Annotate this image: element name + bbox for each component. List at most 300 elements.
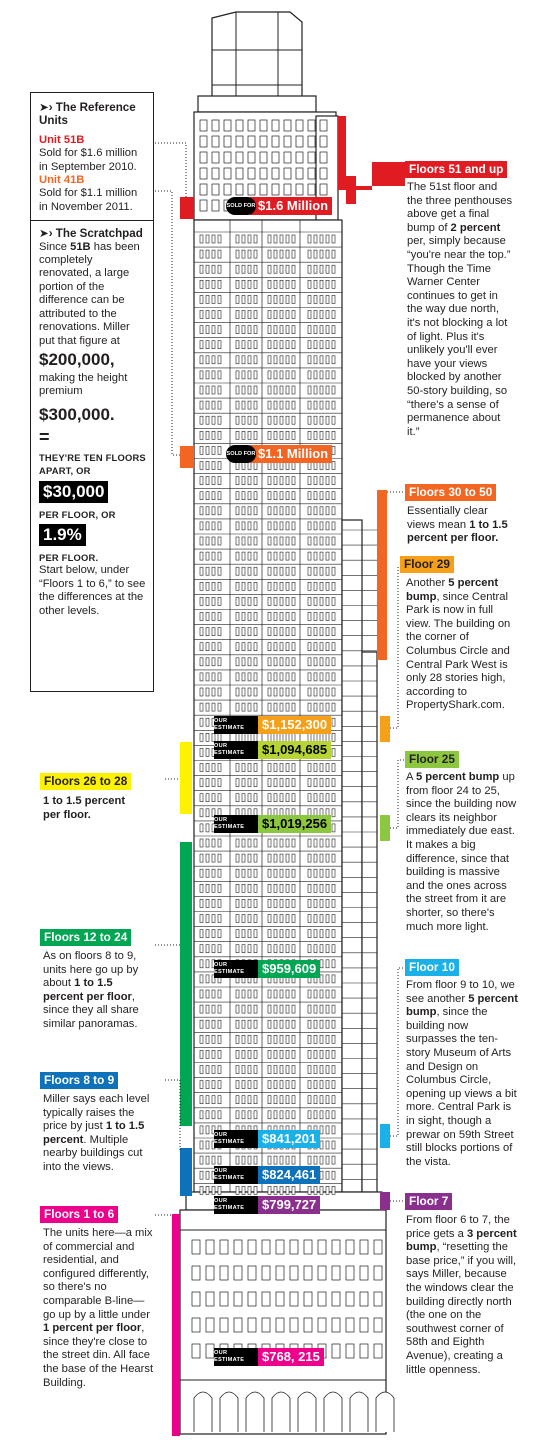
window (308, 884, 311, 892)
window (212, 265, 215, 273)
window (326, 990, 329, 998)
window (314, 341, 317, 349)
window (254, 341, 257, 349)
window (212, 492, 215, 500)
window (248, 597, 251, 605)
window (206, 416, 209, 424)
sold-tag-41b (226, 445, 332, 463)
window (206, 1156, 209, 1164)
window (200, 658, 203, 666)
window (206, 975, 209, 983)
window (274, 597, 277, 605)
window (314, 839, 317, 847)
penthouse-window (320, 168, 327, 179)
window (274, 371, 277, 379)
window (254, 386, 257, 394)
window (280, 492, 283, 500)
window (212, 326, 215, 334)
window (242, 477, 245, 485)
window (286, 1096, 289, 1104)
window (308, 326, 311, 334)
window (292, 779, 295, 787)
podium-window (276, 1266, 284, 1280)
window (218, 311, 221, 319)
window (268, 673, 271, 681)
podium-window (290, 1240, 298, 1254)
penthouse-window (260, 184, 267, 195)
window (332, 839, 335, 847)
window (326, 1096, 329, 1104)
window (206, 522, 209, 530)
window (236, 884, 239, 892)
window (200, 1066, 203, 1074)
window (292, 265, 295, 273)
window (326, 1081, 329, 1089)
window (326, 1020, 329, 1028)
podium-window (304, 1266, 312, 1280)
window (268, 945, 271, 953)
window (314, 356, 317, 364)
window (292, 1081, 295, 1089)
window (292, 1020, 295, 1028)
window (308, 1111, 311, 1119)
window (212, 250, 215, 258)
podium-window (346, 1240, 354, 1254)
window (320, 431, 323, 439)
window (274, 326, 277, 334)
window (286, 537, 289, 545)
window (332, 582, 335, 590)
window (242, 250, 245, 258)
penthouse-window (260, 168, 267, 179)
window (212, 311, 215, 319)
window (268, 1050, 271, 1058)
window (200, 643, 203, 651)
window (236, 1066, 239, 1074)
window (326, 1186, 329, 1194)
window (254, 356, 257, 364)
window (308, 537, 311, 545)
window (218, 1035, 221, 1043)
window (242, 431, 245, 439)
window (236, 1050, 239, 1058)
window (206, 1096, 209, 1104)
window (218, 658, 221, 666)
window (280, 869, 283, 877)
window (254, 250, 257, 258)
unit-41b-text: Sold for $1.1 million in November 2011. (39, 187, 138, 213)
window (242, 1005, 245, 1013)
podium-window (248, 1266, 256, 1280)
window (308, 764, 311, 772)
window (326, 597, 329, 605)
window (314, 507, 317, 515)
window (268, 628, 271, 636)
estimate-value-floor-7: $799,727 (258, 1196, 320, 1214)
window (280, 688, 283, 696)
window (206, 341, 209, 349)
podium-window (192, 1266, 200, 1280)
window (242, 507, 245, 515)
window (212, 1111, 215, 1119)
window (320, 235, 323, 243)
window (274, 235, 277, 243)
window (242, 265, 245, 273)
renovation-amount: $200,000, (39, 349, 115, 369)
window (200, 628, 203, 636)
window (268, 688, 271, 696)
window (274, 658, 277, 666)
window (292, 371, 295, 379)
window (254, 884, 257, 892)
window (314, 1096, 317, 1104)
window (268, 915, 271, 923)
window (254, 280, 257, 288)
window (274, 673, 277, 681)
window (274, 839, 277, 847)
window (236, 371, 239, 379)
window (268, 990, 271, 998)
window (218, 431, 221, 439)
window (268, 1186, 271, 1194)
window (292, 688, 295, 696)
window (274, 507, 277, 515)
window (254, 552, 257, 560)
window (254, 522, 257, 530)
window (280, 1081, 283, 1089)
window (200, 326, 203, 334)
floor-7-label: Floor 7 (405, 1193, 452, 1210)
floors-30-label: Floors 30 to 50 (405, 484, 496, 501)
window (332, 794, 335, 802)
penthouse-window (296, 120, 303, 131)
window (242, 537, 245, 545)
floors-8-text: Miller says each level typically raises the price by just 1 to 1.5 percent. Multiple nearby buildings cut into the views. (43, 1093, 150, 1173)
window (236, 779, 239, 787)
window (326, 688, 329, 696)
window (268, 386, 271, 394)
window (206, 386, 209, 394)
window (242, 597, 245, 605)
window (236, 794, 239, 802)
window (206, 1171, 209, 1179)
penthouse-railing (198, 96, 316, 112)
window (248, 628, 251, 636)
bar-floors-8 (180, 1148, 192, 1196)
window (206, 446, 209, 454)
window (332, 235, 335, 243)
window (200, 356, 203, 364)
window (236, 265, 239, 273)
window (286, 1066, 289, 1074)
window (332, 477, 335, 485)
window (268, 794, 271, 802)
window (314, 899, 317, 907)
window (254, 265, 257, 273)
window (320, 1186, 323, 1194)
window (280, 280, 283, 288)
floor-7-text: From floor 6 to 7, the price gets a 3 percent bump, “resetting the base price,” if you will, says Miller, because the windows clear the building directly north (the one on the southwest corner of 58th and Eighth Avenue), creating a little openness. (406, 1214, 517, 1376)
window (212, 386, 215, 394)
window (308, 899, 311, 907)
floors-12-label: Floors 12 to 24 (40, 929, 131, 946)
window (212, 446, 215, 454)
window (280, 507, 283, 515)
window (200, 748, 203, 756)
window (326, 371, 329, 379)
window (286, 295, 289, 303)
window (218, 794, 221, 802)
window (242, 869, 245, 877)
window (236, 1186, 239, 1194)
window (314, 688, 317, 696)
penthouse-window (248, 136, 255, 147)
window (286, 477, 289, 485)
window (200, 235, 203, 243)
estimate-value-floor-28: $1,094,685 (258, 741, 331, 759)
window (268, 1066, 271, 1074)
podium-window (220, 1318, 228, 1332)
window (292, 477, 295, 485)
floor-29-text: Another 5 percent bump, since Central Park is now in full view. The building on the corner of Columbus Circle and Central Park West is only 28 stories high, according to PropertyShark.com. (406, 577, 511, 712)
window (218, 552, 221, 560)
window (286, 1050, 289, 1058)
window (242, 386, 245, 394)
window (314, 1005, 317, 1013)
window (242, 1020, 245, 1028)
window (242, 1096, 245, 1104)
penthouse-window (248, 168, 255, 179)
window (218, 688, 221, 696)
window (332, 492, 335, 500)
window (314, 492, 317, 500)
window (326, 643, 329, 651)
window (332, 1066, 335, 1074)
window (332, 446, 335, 454)
window (332, 416, 335, 424)
window (280, 1005, 283, 1013)
window (326, 794, 329, 802)
window (200, 1156, 203, 1164)
window (212, 597, 215, 605)
window (314, 869, 317, 877)
window (332, 567, 335, 575)
window (242, 658, 245, 666)
window (242, 1035, 245, 1043)
window (236, 567, 239, 575)
window (248, 477, 251, 485)
window (286, 854, 289, 862)
ground-arch (272, 1392, 290, 1432)
podium-window (248, 1292, 256, 1306)
window (308, 341, 311, 349)
window (286, 658, 289, 666)
window (248, 1066, 251, 1074)
window (200, 371, 203, 379)
podium-window (318, 1292, 326, 1306)
window (320, 930, 323, 938)
window (236, 295, 239, 303)
window (280, 371, 283, 379)
window (274, 1035, 277, 1043)
window (286, 1186, 289, 1194)
penthouse-window (212, 136, 219, 147)
window (268, 492, 271, 500)
window (320, 673, 323, 681)
window (286, 311, 289, 319)
window (292, 507, 295, 515)
penthouse-window (272, 184, 279, 195)
podium-window (220, 1292, 228, 1306)
window (268, 522, 271, 530)
window (326, 869, 329, 877)
penthouse-window (308, 168, 315, 179)
window (326, 1035, 329, 1043)
window (274, 794, 277, 802)
window (248, 416, 251, 424)
window (200, 794, 203, 802)
window (286, 1081, 289, 1089)
estimate-tag-floor-8 (214, 1166, 320, 1184)
window (286, 431, 289, 439)
window (280, 1096, 283, 1104)
window (274, 764, 277, 772)
window (218, 1050, 221, 1058)
window (206, 643, 209, 651)
window (286, 280, 289, 288)
podium-window (374, 1266, 382, 1280)
window (308, 673, 311, 681)
penthouse-window (236, 168, 243, 179)
window (218, 628, 221, 636)
window (332, 280, 335, 288)
podium-window (262, 1266, 270, 1280)
window (212, 628, 215, 636)
window (248, 295, 251, 303)
side-setback (362, 652, 377, 1192)
window (308, 945, 311, 953)
window (274, 990, 277, 998)
window (242, 401, 245, 409)
window (218, 899, 221, 907)
window (326, 1171, 329, 1179)
window (314, 945, 317, 953)
bar-floors-26 (180, 742, 192, 814)
podium-window (318, 1240, 326, 1254)
window (218, 341, 221, 349)
window (206, 658, 209, 666)
window (326, 295, 329, 303)
window (268, 356, 271, 364)
window (292, 930, 295, 938)
window (218, 507, 221, 515)
window (254, 613, 257, 621)
penthouse-window (200, 152, 207, 163)
window (332, 945, 335, 953)
window (242, 235, 245, 243)
window (218, 537, 221, 545)
estimate-label: OUR ESTIMATE (214, 960, 258, 978)
window (200, 764, 203, 772)
sold-for-badge: SOLD FOR (226, 445, 256, 463)
window (332, 899, 335, 907)
window (254, 371, 257, 379)
window (320, 552, 323, 560)
window (274, 1066, 277, 1074)
window (308, 311, 311, 319)
podium-window (360, 1318, 368, 1332)
unit-51b-name: Unit 51B (39, 133, 85, 146)
per-floor-amount: $30,000 (39, 481, 108, 503)
window (332, 265, 335, 273)
window (268, 1081, 271, 1089)
ground-arch (350, 1392, 368, 1432)
window (254, 295, 257, 303)
penthouse-window (284, 120, 291, 131)
window (254, 915, 257, 923)
window (286, 839, 289, 847)
window (268, 854, 271, 862)
window (218, 597, 221, 605)
window (268, 567, 271, 575)
window (326, 280, 329, 288)
window (236, 280, 239, 288)
window (274, 341, 277, 349)
window (254, 869, 257, 877)
window (242, 613, 245, 621)
floor-10-label: Floor 10 (405, 959, 459, 976)
window (248, 673, 251, 681)
window (254, 945, 257, 953)
window (212, 552, 215, 560)
window (314, 658, 317, 666)
window (242, 899, 245, 907)
podium-window (262, 1240, 270, 1254)
window (200, 945, 203, 953)
window (286, 1020, 289, 1028)
window (254, 1035, 257, 1043)
window (320, 854, 323, 862)
per-floor-text: PER FLOOR, OR (39, 508, 116, 520)
window (254, 1050, 257, 1058)
window (308, 431, 311, 439)
window (320, 341, 323, 349)
window (248, 899, 251, 907)
window (280, 416, 283, 424)
floors-26-text: 1 to 1.5 percent per floor. (43, 795, 126, 821)
window (218, 371, 221, 379)
window (236, 613, 239, 621)
window (274, 386, 277, 394)
window (200, 673, 203, 681)
window (280, 854, 283, 862)
window (212, 643, 215, 651)
window (308, 658, 311, 666)
window (292, 899, 295, 907)
window (268, 1035, 271, 1043)
window (242, 1156, 245, 1164)
floors-apart-text: THEY'RE TEN FLOORS APART, OR (39, 451, 146, 477)
window (236, 1035, 239, 1043)
height-premium-text: making the height premium (39, 371, 128, 398)
window (242, 1186, 245, 1194)
window (280, 628, 283, 636)
window (206, 356, 209, 364)
window (320, 582, 323, 590)
window (326, 613, 329, 621)
estimate-tag-floor-10 (214, 1130, 320, 1148)
podium-window (290, 1292, 298, 1306)
